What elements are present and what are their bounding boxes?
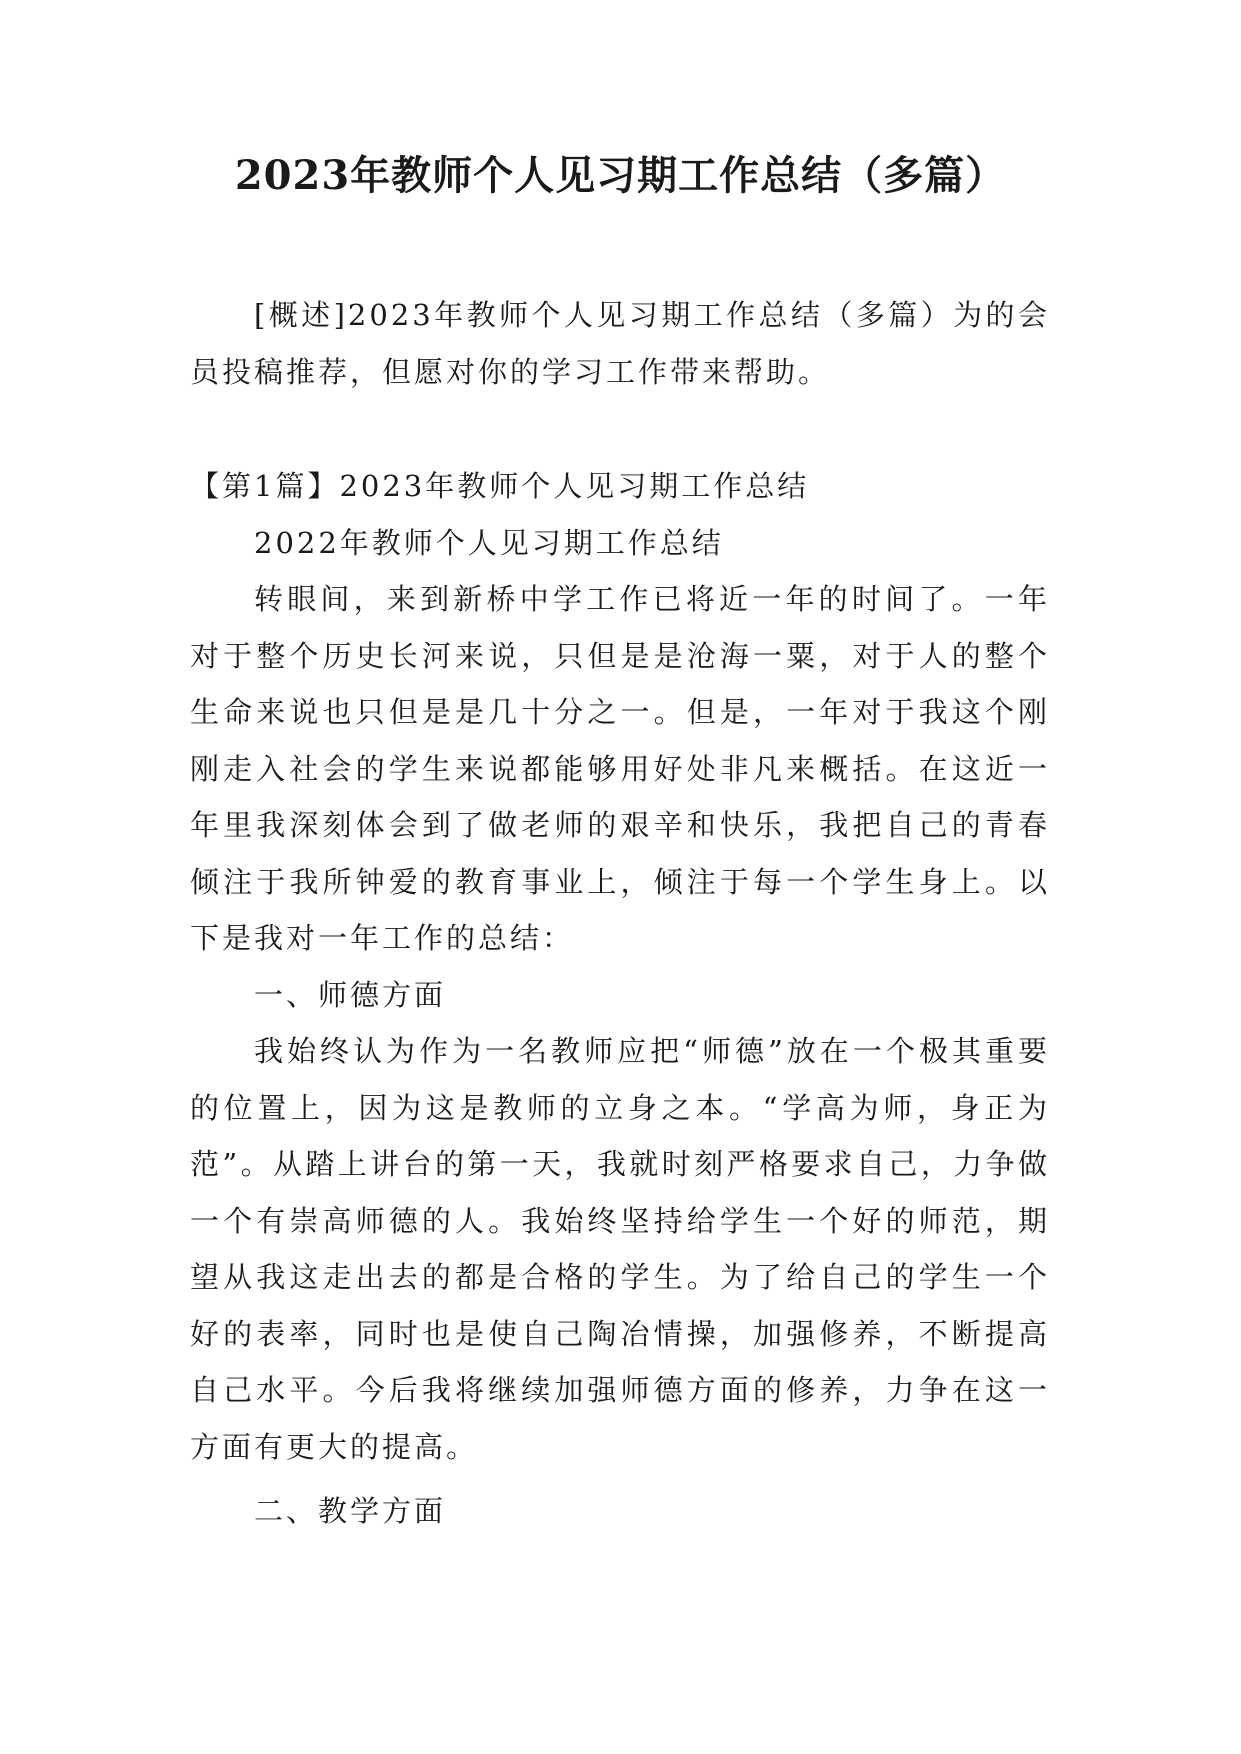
document-body <box>190 287 1050 1540</box>
document-title: 2023年教师个人见习期工作总结（多篇） <box>234 152 1007 199</box>
ethics-paragraph: 我始终认为作为一名教师应把“师德”放在一个极其重要的位置上，因为这是教师的立身之本。“学高为师，身正为范”。从踏上讲台的第一天，我就时刻严格要求自己，力争做一个有崇高师德的人。我始终坚持给学生一个好的师范，期望从我这走出去的都是合格的学生。为了给自己的学生一个好的表率，同时也是使自己陶冶情操，加强修养，不断提高自己水平。今后我将继续加强师德方面的修养，力争在这一方面有更大的提高。 <box>190 1034 1050 1464</box>
section-heading: 【第1篇】2023年教师个人见习期工作总结 <box>190 469 810 503</box>
intro-paragraph: 转眼间，来到新桥中学工作已将近一年的时间了。一年对于整个历史长河来说，只但是是沧海一粟，对于人的整个生命来说也只但是是几十分之一。但是，一年对于我这个刚刚走入社会的学生来说都能够用好处非凡来概括。在这近一年里我深刻体会到了做老师的艰辛和快乐，我把自己的青春倾注于我所钟爱的教育事业上，倾注于每一个学生身上。以下是我对一年工作的总结： <box>190 582 1050 955</box>
summary-paragraph: [概述]2023年教师个人见习期工作总结（多篇）为的会员投稿推荐，但愿对你的学习工作带来帮助。 <box>190 298 1050 389</box>
document-subtitle: 2022年教师个人见习期工作总结 <box>254 525 724 560</box>
heading-teaching: 二、教学方面 <box>254 1494 447 1528</box>
heading-ethics: 一、师德方面 <box>254 977 447 1012</box>
